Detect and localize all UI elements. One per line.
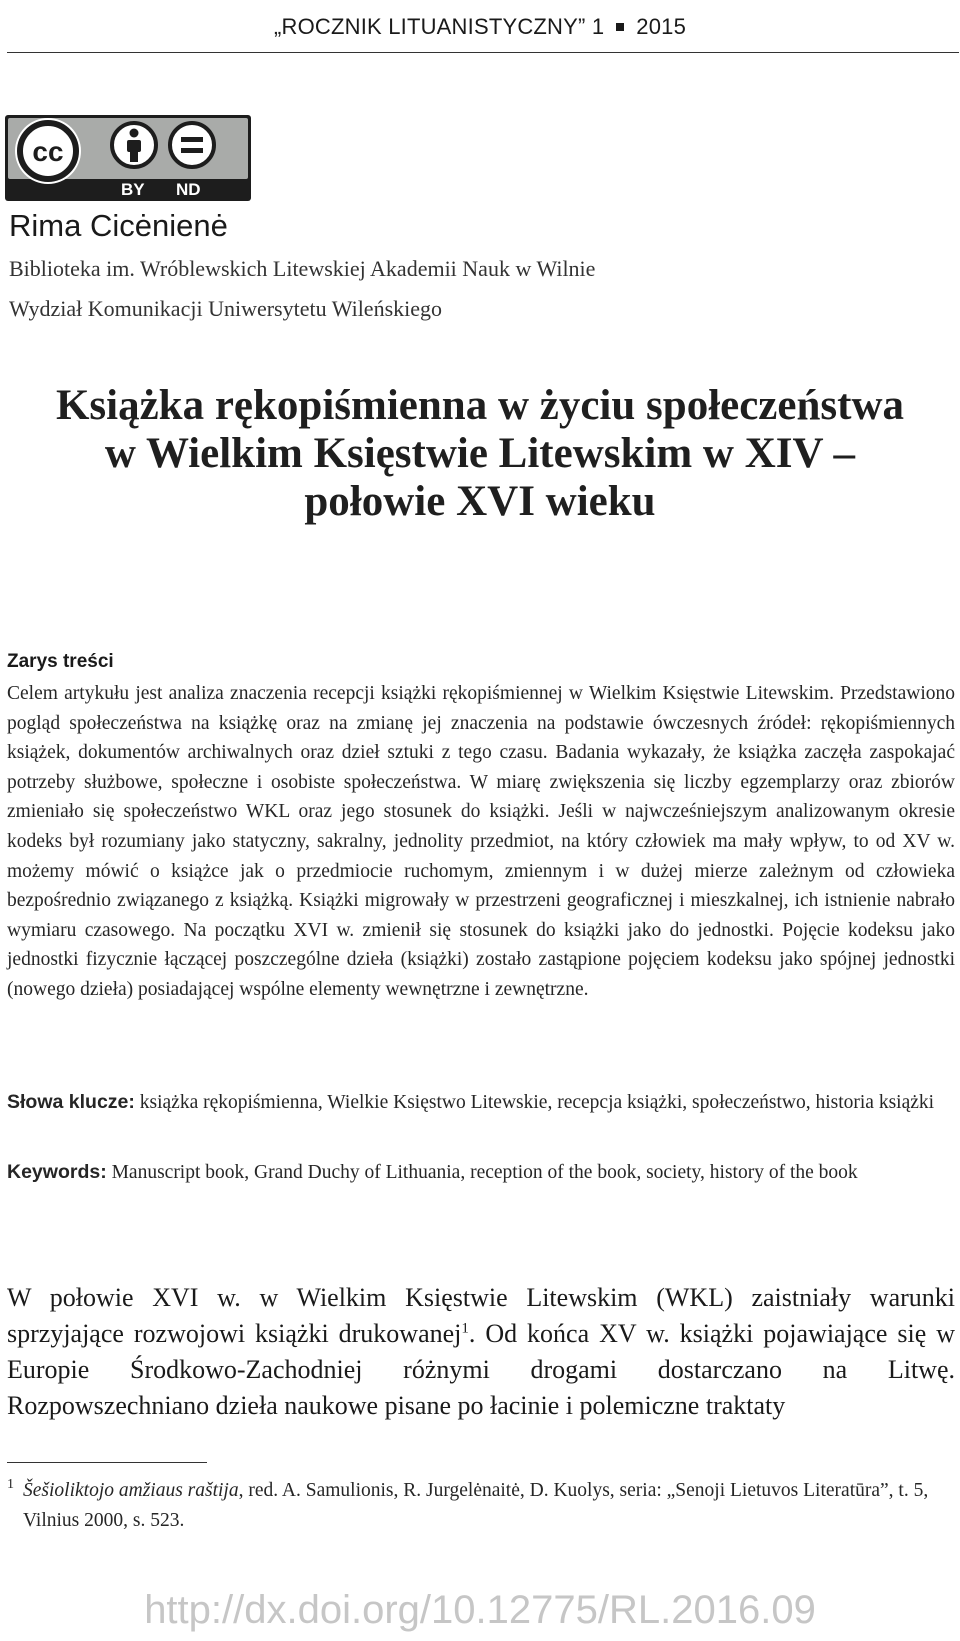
author-affiliation-2: Wydział Komunikacji Uniwersytetu Wileńskiego — [9, 296, 443, 321]
body-text-start: W połowie XVI w. w Wielkim Księstwie Litewskim (WKL) zaistniały warunki sprzyjające rozwojowi książki drukowanej — [7, 1283, 955, 1348]
keywords-english-text: Manuscript book, Grand Duchy of Lithuania, reception of the book, society, history of the book — [111, 1162, 858, 1183]
header-rule — [7, 52, 959, 53]
keywords-english-label: Keywords: — [7, 1161, 107, 1183]
running-header — [0, 14, 960, 40]
keywords-english — [7, 1158, 955, 1188]
footnote — [7, 1476, 955, 1536]
cc-nd-label: ND — [176, 180, 201, 199]
abstract-text: Celem artykułu jest analiza znaczenia recepcji książki rękopiśmiennej w Wielkim Księstwie Litewskim. Przedstawiono pogląd społeczeństwa na książkę oraz na zmianę jej znaczenia na podstawie ówczesnych źródeł: rękopiśmiennych książek, dokumentów archiwalnych oraz dzieł sztuki z tego czasu. Badania wykazały, że książka zaczęła zaspokajać potrzeby służbowe, społeczne i osobiste społeczeństwa. W miarę zwiększenia się liczby egzemplarzy oraz zbiorów zmieniało się społeczeństwo WKL oraz jego stosunek do książki. Jeśli w najwcześniejszym analizowanym okresie kodeks był rozumiany jako statyczny, sakralny, jednolity przedmiot, na który człowiek ma mały wpływ, to od XV w. możemy mówić o książce jak o przedmiocie ruchomym, zmiennym i w dużej mierze zależnym od człowieka bezpośrednio związanego z książką. Książki migrowały w przestrzeni geograficznej i mieszkalnej, ich istnienie nabrało wymiaru czasowego. Na początku XVI w. zmienił się stosunek do książki jako do jednostki. Pojęcie kodeksu jako jednostki fizycznie łączącej poszczególne dzieła (książki) zostało zastąpione pojęciem kodeksu jako spójnej jednostki (nowego dzieła) posiadającej wspólne elementy wewnętrzne i zewnętrzne. — [7, 683, 955, 1000]
journal-name: „ROCZNIK LITUANISTYCZNY” 1 — [273, 14, 605, 39]
journal-year: 2015 — [636, 14, 687, 39]
keywords-polish-label: Słowa klucze: — [7, 1091, 135, 1113]
abstract-heading: Zarys treści — [7, 651, 114, 672]
doi-watermark: http://dx.doi.org/10.12775/RL.2016.09 — [144, 1588, 816, 1632]
footnote-number: 1 — [7, 1477, 14, 1492]
footnote-rule — [7, 1462, 207, 1463]
footnote-text: , red. A. Samulionis, R. Jurgelėnaitė, D. Kuolys, seria: „Senoji Lietuvos Literatūra”, t. 5, Vilnius 2000, s. 523. — [23, 1480, 929, 1531]
separator-square-icon — [616, 23, 624, 31]
keywords-polish-text: książka rękopiśmienna, Wielkie Księstwo Litewskie, recepcja książki, społeczeństwo, historia książki — [139, 1092, 935, 1113]
author-affiliation-1: Biblioteka im. Wróblewskich Litewskiej Akademii Nauk w Wilnie — [9, 256, 596, 281]
footnote-title: Šešioliktojo amžiaus raštija — [23, 1480, 239, 1501]
author-name: Rima Cicėnienė — [9, 208, 228, 243]
cc-license-badge[interactable] — [5, 115, 251, 201]
article-title — [0, 382, 960, 526]
body-text-continued: . Od końca XV w. książki pojawiające się w Europie Środkowo-Zachodniej różnymi drogami dostarczano na Litwę. Rozpowszechniano dzieła naukowe pisane po łacinie i polemiczne traktaty — [7, 1319, 955, 1420]
title-line-1: Książka rękopiśmienna w życiu społeczeństwa — [55, 382, 905, 429]
keywords-polish — [7, 1088, 955, 1118]
footnote-reference[interactable]: 1 — [461, 1320, 469, 1337]
title-line-3: połowie XVI wieku — [304, 478, 656, 525]
body-paragraph — [7, 1280, 955, 1424]
cc-letters: cc — [32, 136, 64, 167]
cc-by-label: BY — [121, 180, 145, 199]
title-line-2: w Wielkim Księstwie Litewskim w XIV – — [104, 430, 856, 477]
